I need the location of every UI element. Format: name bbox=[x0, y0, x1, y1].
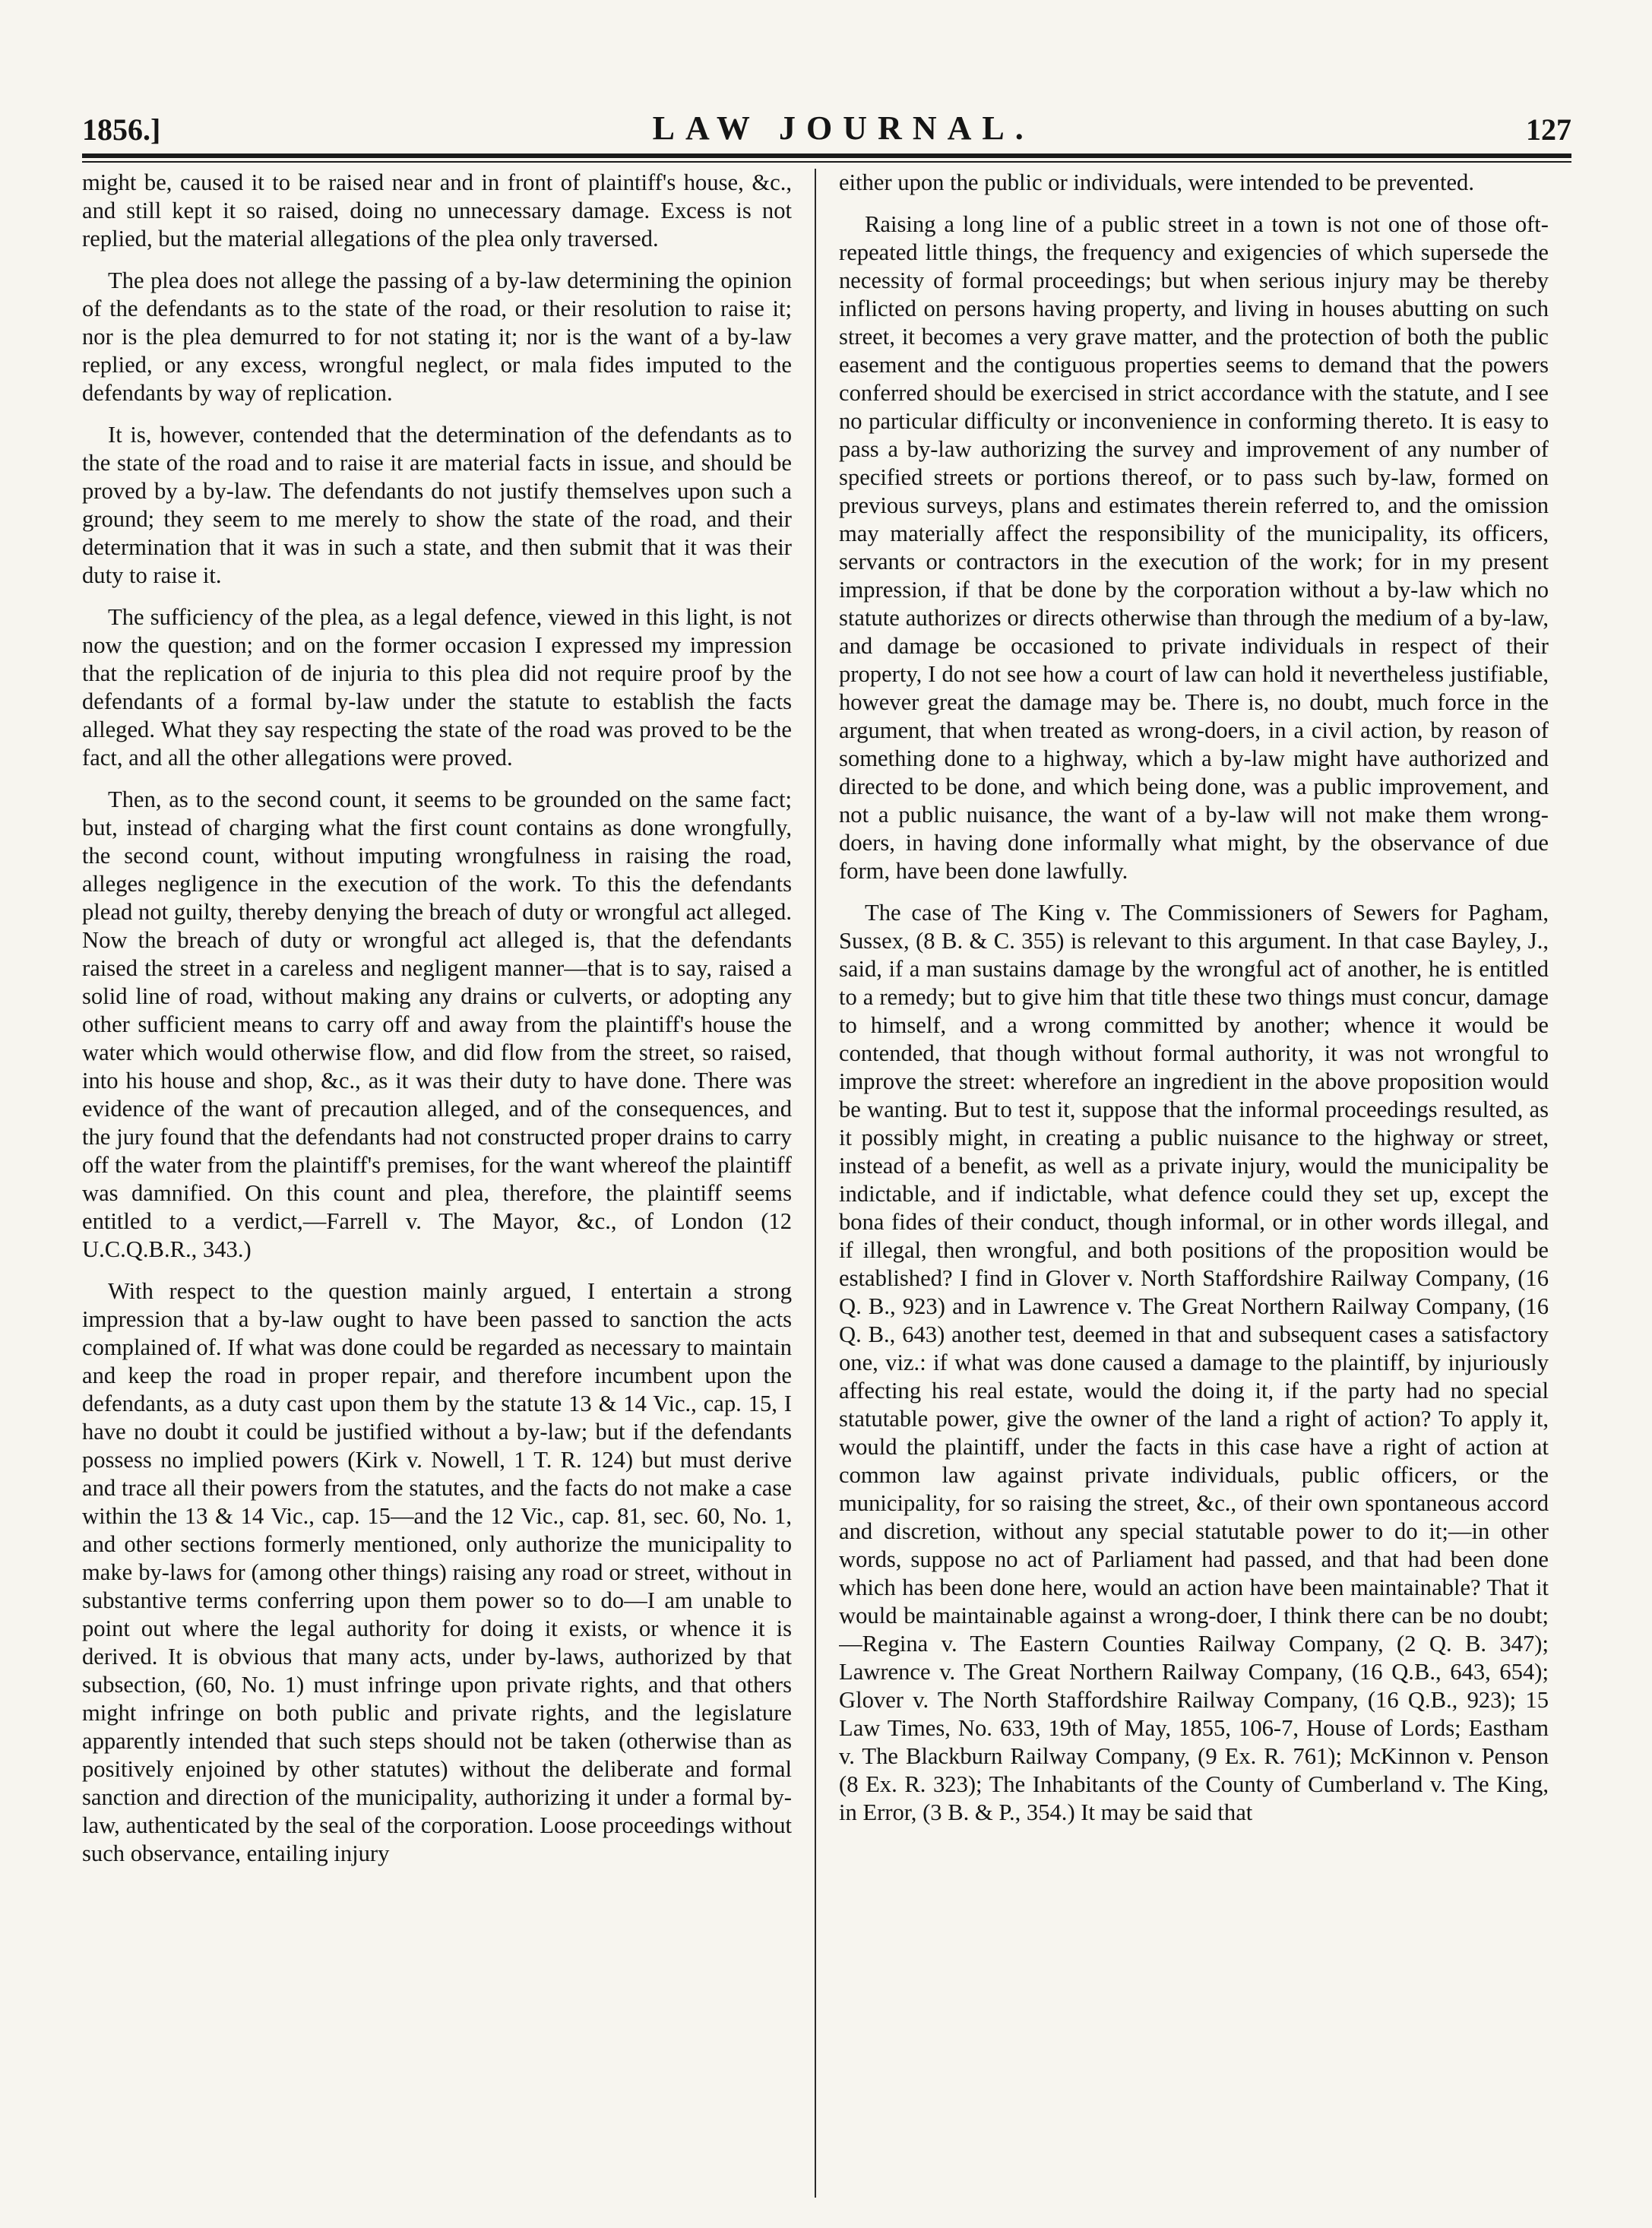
left-paragraph-3: It is, however, contended that the determination of the defendants as to the state of the road and to raise it are material facts in issue, and should be proved by a by-law. The defendants do not justify themselves upon such a ground; they seem to me merely to show the state of the road, and their determination that it was in such a state, and then submit that it was their duty to raise it. bbox=[82, 422, 792, 588]
left-column bbox=[82, 169, 792, 2213]
header-rule-thin bbox=[82, 161, 1571, 163]
left-paragraph-1: might be, caused it to be raised near and in front of plaintiff's house, &c., and still kept it so raised, doing no unnecessary damage. Excess is not replied, but the material allegations of the plea only traversed. bbox=[82, 169, 792, 252]
page-number: 127 bbox=[1525, 112, 1571, 147]
right-paragraph-2: Raising a long line of a public street in a town is not one of those oft-repeated little things, the frequency and exigencies of which supersede the necessity of formal proceedings; but when serious injury may be thereby inflicted on persons having property, and living in houses abutting on such street, it becomes a very grave matter, and the protection of both the public easement and the contiguous properties seems to demand that the powers conferred should be exercised in strict accordance with the statute, and I see no particular difficulty or inconvenience in conforming thereto. It is easy to pass a by-law authorizing the survey and improvement of any number of specified streets or portions thereof, or to pass such by-law, formed on previous surveys, plans and estimates therein referred to, and the omission may materially affect the responsibility of the municipality, its officers, servants or contractors in the execution of the work; for in my present impression, if that be done by the corporation without a by-law which no statute authorizes or directs otherwise than through the medium of a by-law, and damage be occasioned to private individuals in respect of their property, I do not see how a court of law can hold it nevertheless justifiable, however great the damage may be. There is, no doubt, much force in the argument, that when treated as wrong-doers, in a civil action, by reason of something done to a highway, which a by-law might have authorized and directed to be done, and which being done, was a public improvement, and not a public nuisance, the want of a by-law will not make them wrong-doers, in having done informally what might, by the observance of due form, have been done lawfully. bbox=[839, 211, 1549, 884]
column-divider bbox=[815, 169, 816, 2198]
right-column bbox=[839, 169, 1549, 2213]
header-rule-thick bbox=[82, 153, 1571, 158]
right-paragraph-1: either upon the public or individuals, were intended to be prevented. bbox=[839, 169, 1474, 195]
left-paragraph-2: The plea does not allege the passing of a by-law determining the opinion of the defendants as to the state of the road, or their resolution to raise it; nor is the plea demurred to for not stating it; nor is the want of a by-law replied, or any excess, wrongful neglect, or mala fides imputed to the defendants by way of replication. bbox=[82, 267, 792, 406]
right-paragraph-3: The case of The King v. The Commissioners of Sewers for Pagham, Sussex, (8 B. & C. 355) is relevant to this argument. In that case Bayley, J., said, if a man sustains damage by the wrongful act of another, he is entitled to a remedy; but to give him that title these two things must concur, damage to himself, and a wrong committed by another; whence it would be contended, that though without formal authority, it was not wrongful to improve the street: wherefore an ingredient in the above proposition would be wanting. But to test it, suppose that the informal proceedings resulted, as it possibly might, in creating a public nuisance to the highway or street, instead of a benefit, as well as a private injury, would the municipality be indictable, and if indictable, what defence could they set up, except the bona fides of their conduct, though informal, or in other words illegal, and if illegal, then wrongful, and both positions of the proposition would be established? I find in Glover v. North Staffordshire Railway Company, (16 Q. B., 923) and in Lawrence v. The Great Northern Railway Company, (16 Q. B., 643) another test, deemed in that and subsequent cases a satisfactory one, viz.: if what was done caused a damage to the plaintiff, by injuriously affecting his real estate, would the doing it, if the party had no special statutable power, give the owner of the land a right of action? To apply it, would the plaintiff, under the facts in this case have a right of action at common law against private individuals, public officers, or the municipality, for so raising the street, &c., of their own spontaneous accord and discretion, without any special statutable power to do it;—in other words, suppose no act of Parliament had passed, and that had been done which has been done here, would an action have been maintainable? That it would be maintainable against a wrong-doer, I think there can be no doubt;—Regina v. The Eastern Counties Railway Company, (2 Q. B. 347); Lawrence v. The Great Northern Railway Company, (16 Q.B., 643, 654); Glover v. The North Staffordshire Railway Company, (16 Q.B., 923); 15 Law Times, No. 633, 19th of May, 1855, 106-7, House of Lords; Eastham v. The Blackburn Railway Company, (9 Ex. R. 761); McKinnon v. Penson (8 Ex. R. 323); The Inhabitants of the County of Cumberland v. The King, in Error, (3 B. & P., 354.) It may be said that bbox=[839, 900, 1549, 1825]
left-paragraph-5: Then, as to the second count, it seems to be grounded on the same fact; but, instead of charging what the first count contains as done wrongfully, the second count, without imputing wrongfulness in raising the road, alleges negligence in the execution of the work. To this the defendants plead not guilty, thereby denying the breach of duty or wrongful act alleged. Now the breach of duty or wrongful act alleged is, that the defendants raised the street in a careless and negligent manner—that is to say, raised a solid line of road, without making any drains or culverts, or adopting any other sufficient means to carry off and away from the plaintiff's house the water which would otherwise flow, and did flow from the street, so raised, into his house and shop, &c., as it was their duty to have done. There was evidence of the want of precaution alleged, and of the consequences, and the jury found that the defendants had not constructed proper drains to carry off the water from the plaintiff's premises, for the want whereof the plaintiff was damnified. On this count and plea, therefore, the plaintiff seems entitled to a verdict,—Farrell v. The Mayor, &c., of London (12 U.C.Q.B.R., 343.) bbox=[82, 786, 792, 1262]
journal-title: LAW JOURNAL. bbox=[652, 109, 1034, 147]
left-paragraph-4: The sufficiency of the plea, as a legal defence, viewed in this light, is not now the question; and on the former occasion I expressed my impression that the replication of de injuria to this plea did not require proof by the defendants of a formal by-law under the statute to establish the facts alleged. What they say respecting the state of the road was proved to be the fact, and all the other allegations were proved. bbox=[82, 604, 792, 771]
left-paragraph-6: With respect to the question mainly argued, I entertain a strong impression that a by-law ought to have been passed to sanction the acts complained of. If what was done could be regarded as necessary to maintain and keep the road in proper repair, and therefore incumbent upon the defendants, as a duty cast upon them by the statute 13 & 14 Vic., cap. 15, I have no doubt it could be justified without a by-law; but if the defendants possess no implied powers (Kirk v. Nowell, 1 T. R. 124) but must derive and trace all their powers from the statutes, and the facts do not make a case within the 13 & 14 Vic., cap. 15—and the 12 Vic., cap. 81, sec. 60, No. 1, and other sections formerly mentioned, only authorize the municipality to make by-laws for (among other things) raising any road or street, without in substantive terms conferring upon them power so to do—I am unable to point out where the legal authority for doing it exists, or whence it is derived. It is obvious that many acts, under by-laws, authorized by that subsection, (60, No. 1) must infringe upon private rights, and that others might infringe on both public and private rights, and the legislature apparently intended that such steps should not be taken (otherwise than as positively enjoined by other statutes) without the deliberate and formal sanction and direction of the municipality, authorizing it under a formal by-law, authenticated by the seal of the corporation. Loose proceedings without such observance, entailing injury bbox=[82, 1278, 792, 1866]
running-header bbox=[82, 109, 1571, 147]
header-year: 1856.] bbox=[82, 112, 161, 147]
